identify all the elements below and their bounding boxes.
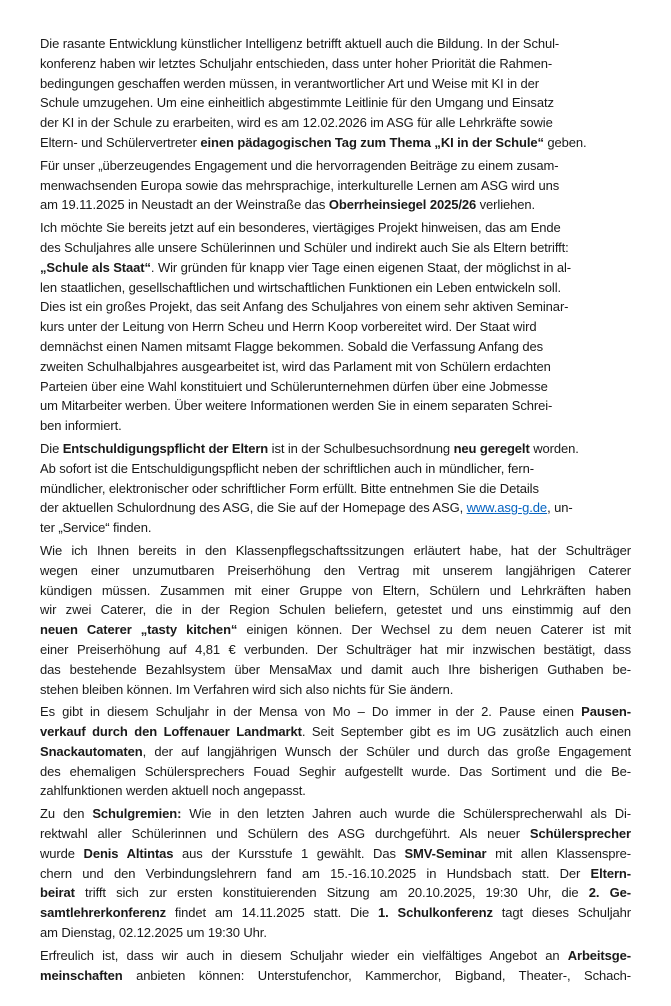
body-text: einigen können. Der Wechsel zu dem neuen Caterer ist mit [237, 622, 631, 638]
body-text: len staatlichen, gesellschaftlichen und wirtschaftlichen Funktionen ein Leben entwickeln soll. [40, 279, 562, 295]
body-text: wurde [40, 845, 84, 861]
text-line [40, 218, 631, 238]
bold-text: meinschaften [40, 967, 123, 983]
body-text: kündigen müssen. Zusammen mit einer Gruppe von Eltern, Schülern und Lehrkräften haben [40, 582, 631, 598]
text-line [40, 93, 631, 113]
text-line [40, 883, 631, 903]
text-line [40, 479, 631, 499]
bold-text: Denis Altintas [83, 845, 174, 861]
body-text: um Mitarbeiter werben. Über weitere Informationen werden Sie in einem separaten Schrei- [40, 398, 553, 414]
bold-text: „Schule als Staat“ [40, 259, 151, 275]
body-text: am 19.11.2025 in Neustadt an der Weinstraße das [40, 197, 329, 213]
text-line [40, 176, 631, 196]
bold-text: Eltern- [590, 865, 631, 881]
bold-text: Schulgremien: [92, 806, 182, 822]
text-line [40, 561, 631, 581]
paragraph [40, 218, 631, 436]
body-text: am Dienstag, 02.12.2025 um 19:30 Uhr. [40, 925, 267, 941]
bold-text: 2. Ge- [588, 885, 631, 901]
text-line [40, 439, 631, 459]
text-line [40, 620, 631, 640]
text-line [40, 278, 631, 298]
body-text: ist in der Schulbesuchsordnung [268, 440, 454, 456]
body-text: des ehemaligen Schülersprechers Fouad Seghir aufgestellt wurde. Das Sortiment und die Be- [40, 763, 631, 779]
text-line [40, 416, 631, 436]
body-text: Dies ist ein großes Projekt, das seit Anfang des Schuljahres von einem sehr aktiven Seminar- [40, 299, 569, 315]
body-text: . Seit September gibt es im UG zusätzlich auch einen [301, 724, 631, 740]
text-line [40, 195, 631, 215]
bold-text: beirat [40, 885, 75, 901]
bold-text: SMV-Seminar [404, 845, 487, 861]
body-text: . Wir gründen für knapp vier Tage einen eigenen Staat, der möglichst in al- [150, 259, 571, 275]
body-text: worden. [529, 440, 579, 456]
text-line [40, 317, 631, 337]
body-text: tagt dieses Schuljahr [492, 905, 632, 921]
bold-text: 1. Schulkonferenz [378, 905, 493, 921]
body-text: Wie ich Ihnen bereits in den Klassenpflegschaftssitzungen erläutert habe, hat der Schulträger [40, 542, 631, 558]
body-text: anbieten können: Unterstufenchor, Kammerchor, Bigband, Theater-, Schach- [122, 967, 631, 983]
body-text: kurs unter der Leitung von Herrn Scheu und Herrn Koop vorbereitet wird. Der Staat wird [40, 319, 537, 335]
paragraph [40, 439, 631, 538]
body-text: Eltern- und Schülervertreter [40, 134, 201, 150]
body-text: Für unser „überzeugendes Engagement und die hervorragenden Beiträge zu einem zusam- [40, 157, 559, 173]
body-text: konferenz haben wir letztes Schuljahr entschieden, dass unter hoher Priorität die Rahmen- [40, 55, 553, 71]
body-text: mündlicher, elektronischer oder schriftlicher Form erfüllt. Bitte entnehmen Sie die Details [40, 480, 539, 496]
text-line [40, 600, 631, 620]
body-text: bedingungen geschaffen werden müssen, in verantwortlicher Art und Weise mit KI in der [40, 75, 540, 91]
text-line [40, 781, 631, 801]
text-line [40, 581, 631, 601]
document-body [40, 34, 631, 985]
body-text: ben informiert. [40, 418, 122, 434]
text-line [40, 640, 631, 660]
text-line [40, 702, 631, 722]
link-asg-website[interactable]: www.asg-g.de [466, 500, 548, 516]
body-text: aus der Kursstufe 1 gewählt. Das [173, 845, 405, 861]
body-text: findet am 14.11.2025 statt. Die [165, 905, 379, 921]
text-line [40, 156, 631, 176]
text-line [40, 133, 631, 153]
body-text: Ich möchte Sie bereits jetzt auf ein besonderes, viertägiges Projekt hinweisen, das am Ende [40, 220, 561, 236]
body-text: verliehen. [476, 197, 536, 213]
paragraph [40, 541, 631, 699]
text-line [40, 946, 631, 966]
body-text: trifft sich zur ersten konstituierenden Sitzung am 20.10.2025, 19:30 Uhr, die [74, 885, 589, 901]
text-line [40, 824, 631, 844]
body-text: chern und den Verbindungslehrern fand am 15.-16.10.2025 in Hundsbach statt. Der [40, 865, 591, 881]
bold-text: neu geregelt [453, 440, 530, 456]
text-line [40, 680, 631, 700]
bold-text: Snackautomaten [40, 743, 143, 759]
text-line [40, 377, 631, 397]
text-line [40, 357, 631, 377]
text-line [40, 459, 631, 479]
body-text: der KI in der Schule zu erarbeiten, wird es am 12.02.2026 im ASG für alle Lehrkräfte sowie [40, 115, 553, 131]
text-line [40, 804, 631, 824]
body-text: einer Preiserhöhung auf 4,81 € verbunden. Der Schulträger hat mir inzwischen bestätigt, dass [40, 641, 631, 657]
bold-text: Oberrheinsiegel 2025/26 [328, 197, 477, 213]
body-text: ter „Service“ finden. [40, 520, 152, 536]
text-line [40, 660, 631, 680]
body-text: Die rasante Entwicklung künstlicher Intelligenz betrifft aktuell auch die Bildung. In der Schul- [40, 36, 560, 51]
body-text: menwachsenden Europa sowie das mehrsprachige, interkulturelle Lernen am ASG wird uns [40, 177, 560, 193]
text-line [40, 54, 631, 74]
body-text: wir zwei Caterer, die in der Region Schulen beliefern, getestet und uns einstimmig auf den [40, 602, 631, 618]
bold-text: Schülersprecher [529, 826, 631, 842]
paragraph [40, 702, 631, 801]
body-text: geben. [543, 134, 587, 150]
body-text: zweiten Schulhalbjahres ausgearbeitet ist, wird das Parlament mit von Schülern erdachten [40, 358, 551, 374]
text-line [40, 297, 631, 317]
body-text: Ab sofort ist die Entschuldigungspflicht neben der schriftlichen auch in mündlicher, fern- [40, 460, 534, 476]
body-text: , der auf langjährigen Wunsch der Schüler und durch das große Engagement [142, 743, 631, 759]
body-text: der aktuellen Schulordnung des ASG, die Sie auf der Homepage des ASG, [40, 500, 467, 516]
text-line [40, 74, 631, 94]
text-line [40, 762, 631, 782]
text-line [40, 844, 631, 864]
text-line [40, 396, 631, 416]
body-text: Parteien über eine Wahl konstituiert und Schülerunternehmen dürfen über eine Jobmesse [40, 378, 548, 394]
body-text: Zu den [40, 806, 93, 822]
body-text: Die [40, 440, 63, 456]
body-text: des Schuljahres alle unsere Schülerinnen und Schüler und indirekt auch Sie als Eltern betrifft: [40, 239, 569, 255]
bold-text: samtlehrerkonferenz [40, 905, 166, 921]
bold-text: Arbeitsge- [567, 947, 631, 963]
body-text: wegen einer unzumutbaren Preiserhöhung den Vertrag mit unserem langjährigen Caterer [40, 562, 631, 578]
body-text: Wie in den letzten Jahren auch wurde die Schülersprecherwahl als Di- [181, 806, 632, 822]
paragraph [40, 946, 631, 986]
text-line [40, 238, 631, 258]
text-line [40, 113, 631, 133]
bold-text: neuen Caterer „tasty kitchen“ [40, 622, 238, 638]
text-line [40, 337, 631, 357]
bold-text: verkauf durch den Loffenauer Landmarkt [40, 724, 302, 740]
body-text: mit allen Klassenspre- [486, 845, 631, 861]
bold-text: Pausen- [581, 704, 631, 720]
paragraph [40, 804, 631, 943]
text-line [40, 498, 631, 518]
bold-text: Entschuldigungspflicht der Eltern [62, 440, 269, 456]
body-text: Es gibt in diesem Schuljahr in der Mensa von Mo – Do immer in der 2. Pause einen [40, 704, 582, 720]
text-line [40, 34, 631, 54]
text-line [40, 923, 631, 943]
body-text: , un- [547, 500, 573, 516]
body-text: Schule umzugehen. Um eine einheitlich abgestimmte Leitlinie für den Umgang und Einsatz [40, 95, 554, 111]
bold-text: einen pädagogischen Tag zum Thema „KI in der Schule“ [200, 134, 544, 150]
text-line [40, 966, 631, 986]
paragraph [40, 34, 631, 153]
text-line [40, 258, 631, 278]
text-line [40, 903, 631, 923]
text-line [40, 864, 631, 884]
text-line [40, 742, 631, 762]
body-text: das bestehende Bezahlsystem über MensaMax und damit auch Ihre bisherigen Guthaben be- [40, 661, 631, 677]
body-text: demnächst einen Namen mitsamt Flagge bekommen. Sobald die Verfassung Anfang des [40, 338, 544, 354]
body-text: stehen bleiben können. Im Verfahren wird sich also nichts für Sie ändern. [40, 681, 454, 697]
text-line [40, 541, 631, 561]
text-line [40, 518, 631, 538]
text-line [40, 722, 631, 742]
paragraph [40, 156, 631, 215]
body-text: zahlfunktionen werden aktuell noch angepasst. [40, 783, 306, 799]
body-text: Erfreulich ist, dass wir auch in diesem Schuljahr wieder ein vielfältiges Angebot an [40, 947, 568, 963]
body-text: rektwahl aller Schülerinnen und Schülern des ASG durchgeführt. Als neuer [40, 826, 530, 842]
